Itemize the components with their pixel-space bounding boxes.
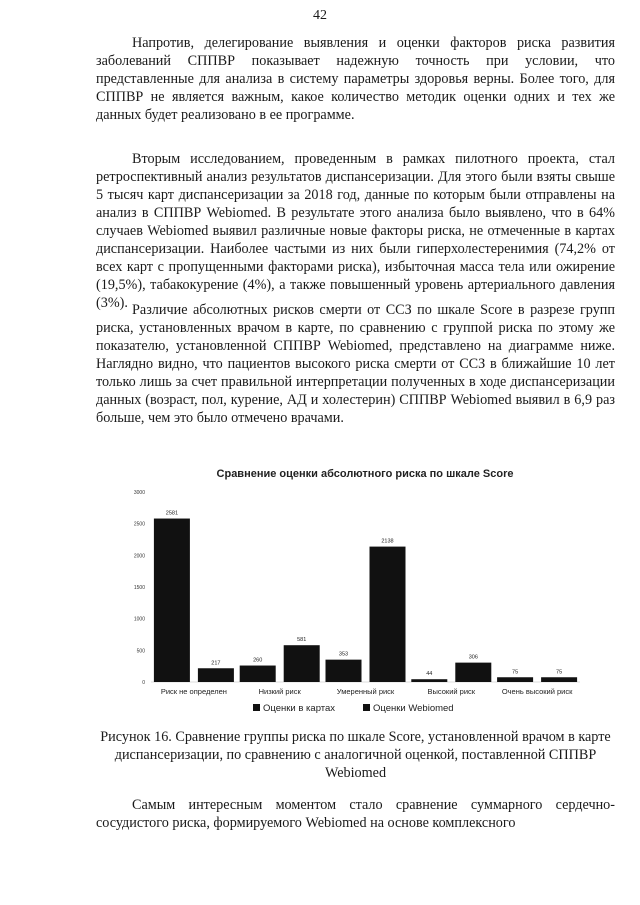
data-label: 581	[297, 637, 307, 644]
x-tick-label: Риск не определен	[160, 687, 227, 696]
bar-webiomed-3	[455, 663, 491, 682]
x-tick-label: Низкий риск	[258, 687, 301, 696]
x-axis-labels	[161, 687, 573, 696]
y-tick-label: 2000	[133, 553, 145, 560]
paragraph-score-risk-difference: Различие абсолютных рисков смерти от ССЗ по шкале Score в разрезе групп риска, установленных врачом в карте, по сравнению с группой риска по этому же показателю, установленной СППВР Webiomed, представлено на диаграмме ниже. Наглядно видно, что пациентов высокого риска смерти от ССЗ в ближайшие 10 лет только лишь за счет правильной интерпретации полученных в ходе диспансеризации данных (возраст, пол, курение, АД и холестерин) СППВР Webiomed выявил в 6,9 раз больше, чем это было отмечено врачами.	[96, 302, 615, 426]
x-tick-label: Очень высокий риск	[501, 687, 573, 696]
y-tick-label: 500	[136, 648, 145, 655]
chart-title: Сравнение оценки абсолютного риска по шкале Score	[216, 468, 514, 480]
figure-caption: Рисунок 16. Сравнение группы риска по шкале Score, установленной врачом в карте диспансеризации, по сравнению с аналогичной оценкой, поставленной СППВР Webiomed	[100, 729, 611, 781]
y-tick-label: 1500	[133, 585, 145, 591]
bar-webiomed-2	[370, 547, 406, 682]
y-tick-label: 0	[142, 680, 145, 686]
y-tick-label: 3000	[133, 490, 145, 496]
y-tick-label: 1000	[133, 616, 145, 623]
data-label: 2138	[381, 538, 394, 545]
legend-label-webiomed: Оценки Webiomed	[373, 703, 454, 714]
page-number: 42	[313, 8, 327, 23]
data-label: 75	[512, 669, 519, 676]
legend-swatch-cards	[253, 704, 260, 711]
bar-cards-4	[497, 677, 533, 682]
score-risk-chart	[125, 464, 585, 724]
paragraph-summary-risk: Самым интересным моментом стало сравнение суммарного сердечно-сосудистого риска, формируемого Webiomed на основе комплексного	[96, 797, 615, 831]
bar-cards-3	[411, 679, 447, 682]
bar-webiomed-1	[284, 645, 320, 682]
x-tick-label: Умеренный риск	[336, 687, 395, 696]
data-label: 217	[211, 660, 221, 667]
bar-webiomed-4	[541, 677, 577, 682]
data-label: 260	[253, 657, 263, 664]
bar-cards-1	[240, 666, 276, 682]
legend-swatch-webiomed	[363, 704, 370, 711]
data-label: 306	[468, 654, 478, 661]
data-label: 75	[556, 669, 563, 676]
y-axis	[134, 490, 580, 686]
data-label: 2581	[165, 510, 179, 517]
paragraph-retrospective-analysis: Вторым исследованием, проведенным в рамках пилотного проекта, стал ретроспективный анализ результатов диспансеризации. Для этого были взяты свыше 5 тысяч карт диспансеризации за 2018 год, данные по которым были отправлены на анализ в СППВР Webiomed. В результате этого анализа было выявлено, что в 64% случаев Webiomed выявил различные новые факторы риска, не отмеченные в картах диспансеризации. Наиболее частыми из них были гиперхолестеренимия (74,2% от всех карт с пропущенными факторами риска), избыточная масса тела или ожирение (19,5%), табакокурение (4%), а также повышенный уровень артериального давления (3%).	[96, 151, 615, 311]
bar-webiomed-0	[198, 668, 234, 682]
chart-legend	[253, 703, 454, 714]
bars-group	[154, 511, 577, 682]
chart-svg	[125, 464, 585, 724]
paragraph-delegation: Напротив, делегирование выявления и оценки факторов риска развития заболеваний СППВР показывает надежную точность при условии, что представленные для анализа в систему параметры здоровья верны. Более того, для СППВР не является важным, какое количество методик оценки одних и тех же данных будет реализовано в ее программе.	[96, 35, 615, 123]
bar-cards-0	[154, 519, 190, 682]
data-label: 353	[338, 651, 349, 658]
x-tick-label: Высокий риск	[427, 687, 476, 696]
y-tick-label: 2500	[133, 521, 145, 528]
legend-label-cards: Оценки в картах	[263, 703, 336, 714]
bar-cards-2	[326, 660, 362, 682]
data-label: 44	[426, 671, 433, 678]
